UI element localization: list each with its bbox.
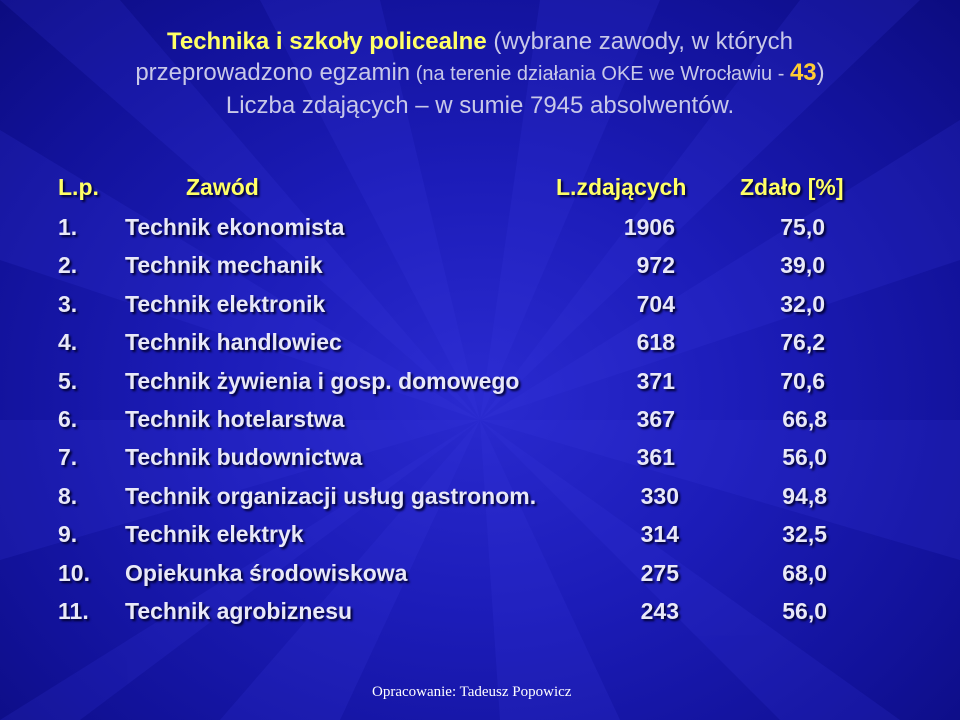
title-line-1-rest: (wybrane zawody, w których [486, 28, 793, 55]
header-lp: L.p. [58, 174, 99, 200]
cell-zdalo: 39,0 [780, 252, 825, 279]
table-row [0, 444, 960, 476]
cell-zdajacych: 704 [636, 290, 675, 317]
cell-zawod: Technik elektronik [125, 290, 326, 317]
cell-zdalo: 32,0 [780, 290, 825, 317]
table-row [0, 406, 960, 438]
cell-zawod: Technik organizacji usług gastronom. [125, 482, 537, 509]
cell-zawod: Opiekunka środowiskowa [125, 559, 408, 586]
cell-lp: 8. [58, 482, 78, 509]
cell-zawod: Technik ekonomista [125, 214, 345, 240]
footer-credit: Opracowanie: Tadeusz Popowicz [372, 684, 572, 700]
cell-zdajacych: 371 [636, 367, 675, 394]
title-line-3 [0, 90, 960, 121]
cell-zdalo: 94,8 [782, 482, 827, 509]
cell-lp: 2. [58, 252, 78, 279]
cell-lp: 7. [58, 444, 78, 471]
title-number: 43 [789, 59, 817, 86]
table-row [0, 560, 960, 592]
title-line-2-a: przeprowadzono egzamin [135, 59, 411, 86]
table-row [0, 291, 960, 323]
cell-lp: 6. [58, 406, 78, 432]
cell-zdajacych: 275 [640, 559, 679, 586]
title-line-3-text: Liczba zdających – w sumie 7945 absolwentów. [225, 92, 735, 119]
table-row [0, 329, 960, 361]
table-row [0, 521, 960, 553]
cell-zawod: Technik elektryk [125, 521, 304, 548]
table-row [0, 252, 960, 284]
table-row [0, 483, 960, 515]
table-row [0, 368, 960, 400]
title-line-1 [0, 26, 960, 57]
header-zdalo: Zdało [%] [740, 174, 844, 200]
cell-lp: 5. [58, 367, 78, 394]
cell-zdalo: 66,8 [782, 406, 827, 432]
title-line-2-c: ) [816, 59, 825, 86]
cell-lp: 3. [58, 290, 78, 317]
cell-zdajacych: 618 [636, 329, 675, 356]
cell-zawod: Technik hotelarstwa [125, 406, 345, 432]
cell-zdalo: 75,0 [780, 214, 825, 240]
title-highlight: Technika i szkoły policealne [166, 28, 487, 55]
cell-zdajacych: 330 [640, 482, 679, 509]
cell-zawod: Technik mechanik [125, 252, 323, 279]
cell-zdajacych: 1906 [623, 214, 675, 240]
header-zdajacych: L.zdających [556, 174, 687, 200]
cell-zdalo: 56,0 [782, 444, 827, 471]
cell-zdalo: 68,0 [782, 559, 827, 586]
cell-zawod: Technik agrobiznesu [125, 598, 353, 624]
title-line-2-b: (na terenie działania OKE we Wrocławiu - [410, 63, 790, 85]
table-row [0, 214, 960, 246]
cell-lp: 9. [58, 521, 78, 548]
cell-zdajacych: 361 [636, 444, 675, 471]
cell-zdajacych: 367 [636, 406, 675, 432]
slide-title [0, 26, 960, 121]
cell-zawod: Technik żywienia i gosp. domowego [125, 367, 520, 394]
cell-zawod: Technik handlowiec [125, 329, 342, 356]
cell-zdalo: 70,6 [780, 367, 825, 394]
cell-lp: 4. [58, 329, 78, 356]
header-zawod: Zawód [186, 174, 259, 200]
cell-zdajacych: 972 [636, 252, 675, 279]
cell-zdajacych: 314 [640, 521, 679, 548]
cell-zdalo: 32,5 [782, 521, 827, 548]
cell-zawod: Technik budownictwa [125, 444, 363, 471]
cell-zdalo: 76,2 [780, 329, 825, 356]
table-header [0, 174, 960, 206]
cell-lp: 1. [58, 214, 78, 240]
table-row [0, 598, 960, 630]
cell-zdalo: 56,0 [782, 598, 827, 624]
cell-lp: 11. [58, 598, 89, 624]
cell-lp: 10. [58, 559, 90, 586]
cell-zdajacych: 243 [640, 598, 679, 624]
title-line-2 [0, 57, 960, 90]
